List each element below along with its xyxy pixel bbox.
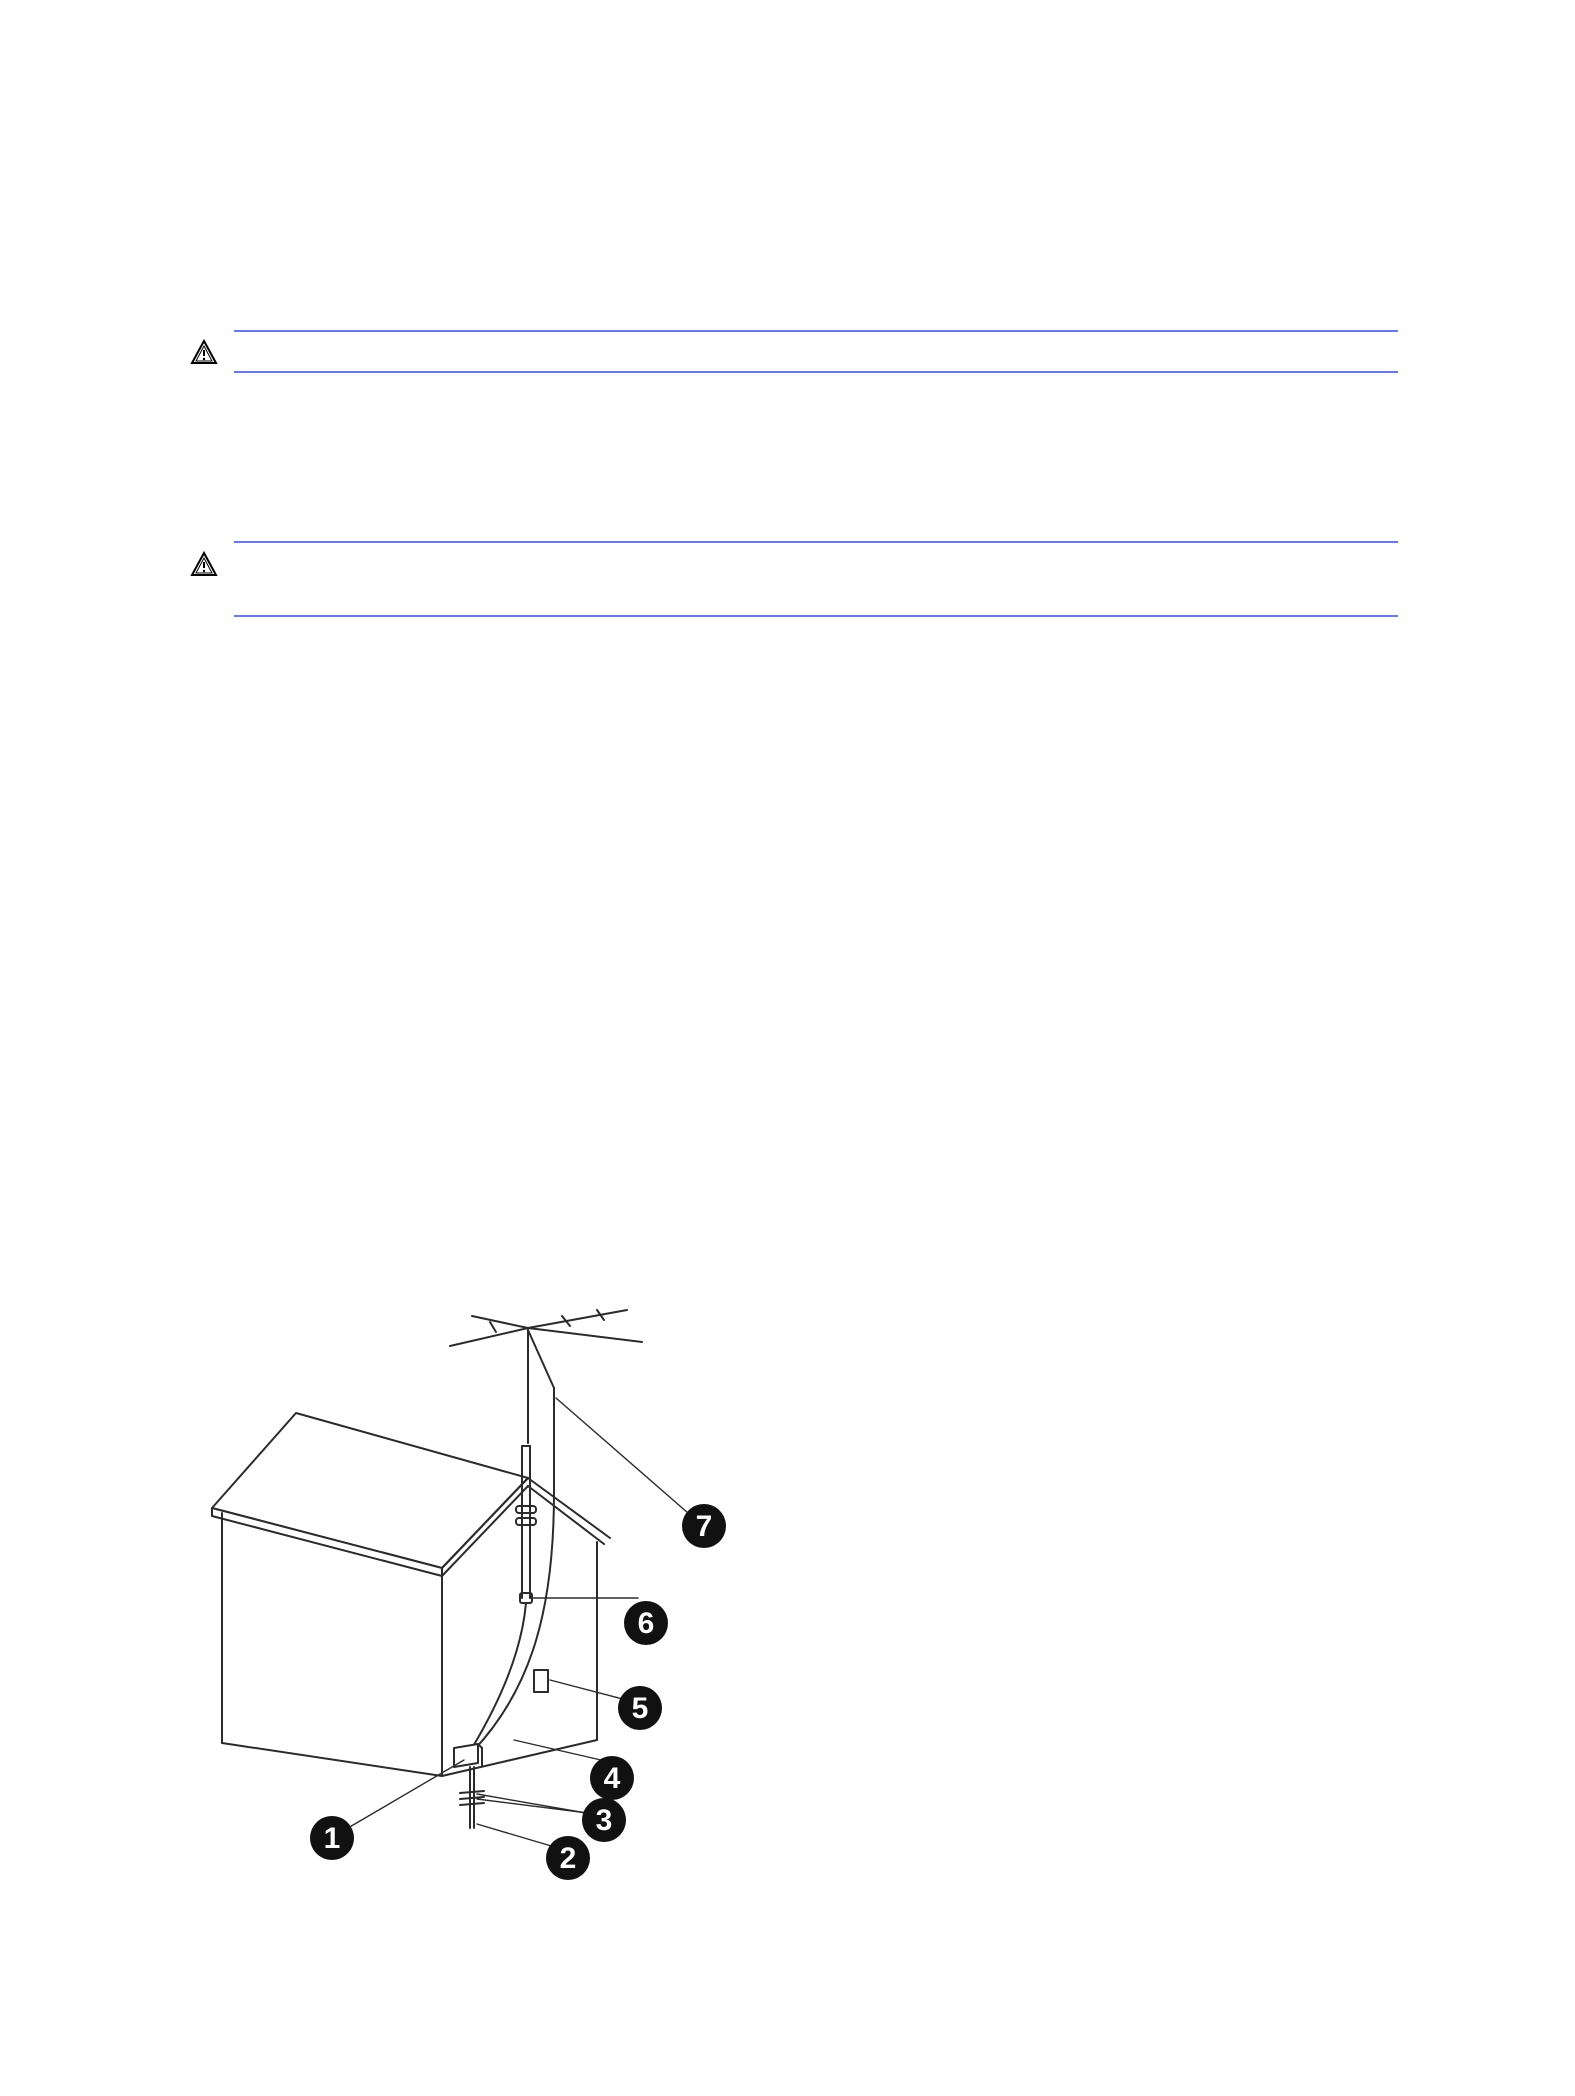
- callout-1: [310, 1816, 354, 1860]
- callout-number: 5: [631, 1692, 649, 1725]
- mast: [516, 1446, 536, 1603]
- callout-5: [618, 1686, 662, 1730]
- warning-1-top-rule: [234, 330, 1398, 332]
- lead-in-wire: [472, 1603, 526, 1748]
- callout-number: 2: [559, 1842, 577, 1875]
- callout-2: [546, 1836, 590, 1880]
- ground-rod: [460, 1767, 484, 1828]
- callout-number: 3: [595, 1804, 613, 1837]
- antenna-grounding-illustration: [232, 1308, 912, 1875]
- mast-wall: [528, 1330, 554, 1493]
- warning-triangle-icon: [190, 551, 218, 577]
- warning-2-top-rule: [234, 541, 1398, 543]
- antenna-discharge-unit: [534, 1670, 548, 1692]
- callout-3: [582, 1798, 626, 1842]
- callout-7: [682, 1504, 726, 1548]
- callout-number: 6: [637, 1607, 655, 1640]
- callout-number: 4: [603, 1762, 621, 1795]
- callout-number: 1: [323, 1822, 341, 1855]
- callout-number: 7: [695, 1510, 713, 1543]
- warning-2-bottom-rule: [234, 615, 1398, 617]
- warning-1-bottom-rule: [234, 371, 1398, 373]
- warning-triangle-icon: [190, 339, 218, 365]
- callout-6: [624, 1601, 668, 1645]
- callout-4: [590, 1756, 634, 1800]
- house-roof: [212, 1413, 610, 1576]
- antenna-icon: [450, 1310, 642, 1443]
